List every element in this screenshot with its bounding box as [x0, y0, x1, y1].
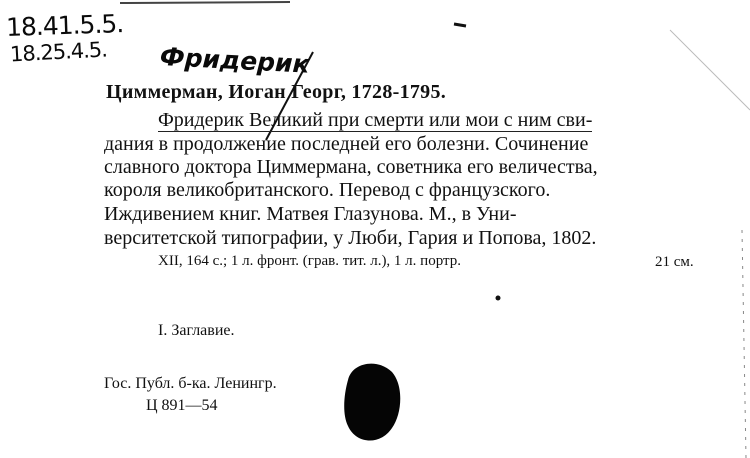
crease-line: [670, 30, 750, 110]
author-heading: Циммерман, Иоган Георг, 1728-1795.: [106, 81, 447, 103]
title-tracing: I. Заглавие.: [158, 322, 235, 339]
collation: XII, 164 с.; 1 л. фронт. (грав. тит. л.), 1 л. портр.: [158, 253, 461, 269]
top-edge-trace: [120, 2, 290, 3]
holding-library: Гос. Публ. б-ка. Ленингр.: [104, 375, 277, 392]
handwritten-name: Фридерик: [159, 42, 311, 79]
title-line-3: славного доктора Циммермана, советника его величества,: [104, 156, 598, 178]
imprint-line-1: Иждивением книг. Матвея Глазунова. М., в Уни-: [104, 203, 517, 225]
ink-dot: [496, 296, 501, 301]
title-line-4: короля великобританского. Перевод с французского.: [104, 179, 551, 201]
holding-code: Ц 891—54: [146, 397, 218, 414]
right-edge-trace: [742, 230, 746, 458]
title-line-1-text: Фридерик Великий при смерти или мои с ним сви-: [158, 109, 593, 131]
imprint-line-2: верситетской типографии, у Люби, Гария и Попова, 1802.: [104, 227, 597, 249]
title-line-2: дания в продолжение последней его болезни. Сочинение: [104, 133, 589, 155]
handwritten-shelfmark-top: 18.41.5.5.: [5, 8, 124, 43]
title-line-1: [158, 110, 592, 130]
book-size: 21 см.: [655, 254, 694, 270]
pen-dash-mark: [454, 24, 466, 26]
handwritten-shelfmark-bottom: 18.25.4.5.: [9, 37, 108, 67]
ink-blot: [344, 364, 400, 441]
